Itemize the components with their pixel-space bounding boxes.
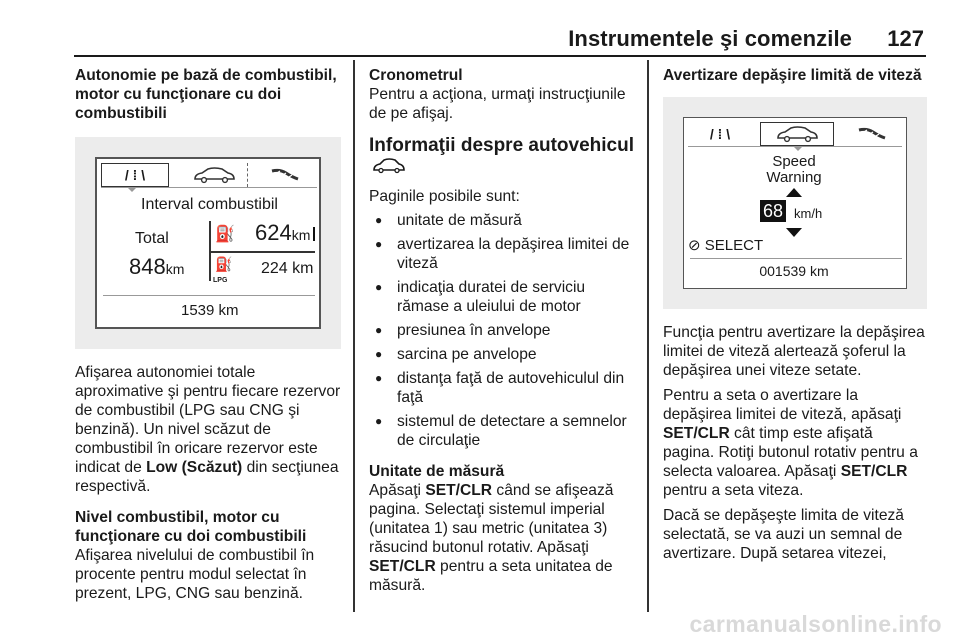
list-item: ● distanţa faţă de autovehiculul din faţă	[369, 369, 635, 407]
tab-pointer	[793, 146, 803, 151]
page-number: 127	[887, 26, 924, 51]
select-label: SELECT	[704, 237, 764, 254]
emphasis: SET/CLR	[369, 558, 436, 575]
section-title-text: Informaţii despre autovehicul	[369, 135, 634, 156]
fuel-range-figure	[75, 137, 341, 349]
text: Afişarea autonomiei totale aproximative şi pentru fiecare rezervor de combustibil (LPG sau CNG şi benzină). Un nivel scăzut de combustibil în oricare rezervor este indicat de	[75, 364, 341, 476]
speed-label: Speed	[772, 153, 816, 170]
text: cât timp este afişată pagina. Rotiţi butonul rotativ pentru a selecta valoarea. Apăsaţi	[663, 425, 918, 480]
column-divider	[647, 60, 649, 612]
display-divider	[690, 258, 902, 259]
paragraph: Pentru a acţiona, urmaţi instrucţiunile de pe afişaj.	[369, 86, 626, 122]
speed-warning-figure	[663, 97, 927, 309]
section-heading: Autonomie pe bază de combustibil, motor cu funcţionare cu doi combustibili	[75, 67, 337, 122]
display-title: Interval combustibil	[141, 196, 278, 213]
page-header	[0, 0, 960, 56]
fuel-unit: km	[291, 227, 311, 243]
list-item: ● unitate de măsură	[369, 211, 635, 230]
section-heading: Avertizare depăşire limită de viteză	[663, 67, 922, 84]
display-divider	[103, 295, 315, 296]
odometer: 001539 km	[759, 263, 829, 279]
text: când se afişează pagina. Selectaţi sistemul imperial (unitatea 1) sau metric (unitatea 3) răsucind butonul rotativ. Apăsaţi	[369, 482, 614, 556]
arrow-down-icon	[786, 228, 802, 237]
section-heading: Nivel combustibil, motor cu funcţionare cu doi combustibili	[75, 509, 307, 545]
tab-trip-icon: / ⁞ \	[709, 125, 731, 142]
paragraph	[369, 481, 635, 595]
tab-divider	[247, 163, 248, 187]
display-screen	[683, 117, 907, 289]
arrow-up-icon	[786, 188, 802, 197]
car-icon	[181, 163, 247, 187]
total-unit: km	[165, 261, 185, 277]
fuel-range-value	[255, 220, 311, 245]
list-item: ● avertizarea la depăşirea limitei de viteză	[369, 235, 635, 273]
paragraph: Afişarea nivelului de combustibil în procente pentru modul selectat în prezent, LPG, CNG sau benzină.	[75, 547, 315, 602]
fuel-level-bar	[313, 227, 315, 241]
car-icon	[372, 158, 406, 174]
bullet-list	[369, 211, 635, 450]
text: pentru a seta unitatea de măsură.	[369, 558, 613, 594]
display-screen	[95, 157, 321, 329]
paragraph: Paginile posibile sunt:	[369, 188, 520, 205]
road-icon	[253, 163, 317, 187]
section-heading: Cronometrul	[369, 67, 463, 84]
text: pentru a seta viteza.	[663, 482, 804, 499]
list-item: ● presiunea în anvelope	[369, 321, 635, 340]
emphasis: Low (Scăzut)	[146, 459, 243, 476]
emphasis: SET/CLR	[425, 482, 493, 499]
total-range-value	[129, 254, 185, 279]
header-rule	[74, 55, 926, 57]
text: Apăsaţi	[369, 482, 426, 499]
lpg-range-value: 224 km	[261, 260, 314, 277]
watermark: carmanualsonline.info	[689, 611, 942, 637]
column-divider	[353, 60, 355, 612]
text: din secţiunea respectivă.	[75, 459, 339, 495]
paragraph	[75, 363, 343, 496]
fuel-value: 624	[255, 220, 292, 245]
list-item: ● sarcina pe anvelope	[369, 345, 635, 364]
text: Pentru a seta o avertizare la depăşirea limitei de viteză, apăsaţi	[663, 387, 902, 423]
list-item: ● sistemul de detectare a semnelor de circulaţie	[369, 412, 635, 450]
total-value: 848	[129, 254, 166, 279]
lpg-label: LPG	[213, 277, 228, 284]
section-title	[369, 135, 635, 179]
speed-value: 68	[760, 200, 786, 222]
fuel-pump-icon: ⛽	[215, 226, 235, 243]
car-icon	[760, 122, 834, 146]
speed-unit: km/h	[794, 206, 823, 221]
lpg-pump-icon: ⛽	[215, 256, 233, 272]
paragraph	[663, 386, 927, 500]
check-circle-icon: ⊘	[688, 237, 701, 254]
total-label: Total	[135, 230, 169, 247]
paragraph: Funcţia pentru avertizare la depăşirea limitei de viteză alertează şoferul la depăşirea unei viteze setate.	[663, 324, 925, 379]
list-item: ● indicaţia duratei de serviciu rămase a uleiului de motor	[369, 278, 635, 316]
display-divider	[209, 251, 315, 253]
paragraph: Dacă se depăşeşte limita de viteză selectată, se va auzi un semnal de avertizare. După setarea vitezei,	[663, 507, 904, 562]
select-row	[688, 236, 763, 255]
column-3	[663, 66, 927, 563]
column-1	[75, 66, 343, 603]
section-heading: Unitate de măsură	[369, 463, 505, 480]
emphasis: SET/CLR	[840, 463, 908, 480]
column-2	[369, 66, 635, 595]
odometer: 1539 km	[181, 302, 239, 319]
road-icon	[842, 122, 902, 146]
emphasis: SET/CLR	[663, 425, 730, 442]
tab-pointer	[127, 187, 137, 192]
page-title: Instrumentele şi comenzile	[568, 26, 852, 51]
tab-trip-icon: / ⁞ \	[101, 163, 169, 187]
warning-label: Warning	[766, 169, 822, 186]
